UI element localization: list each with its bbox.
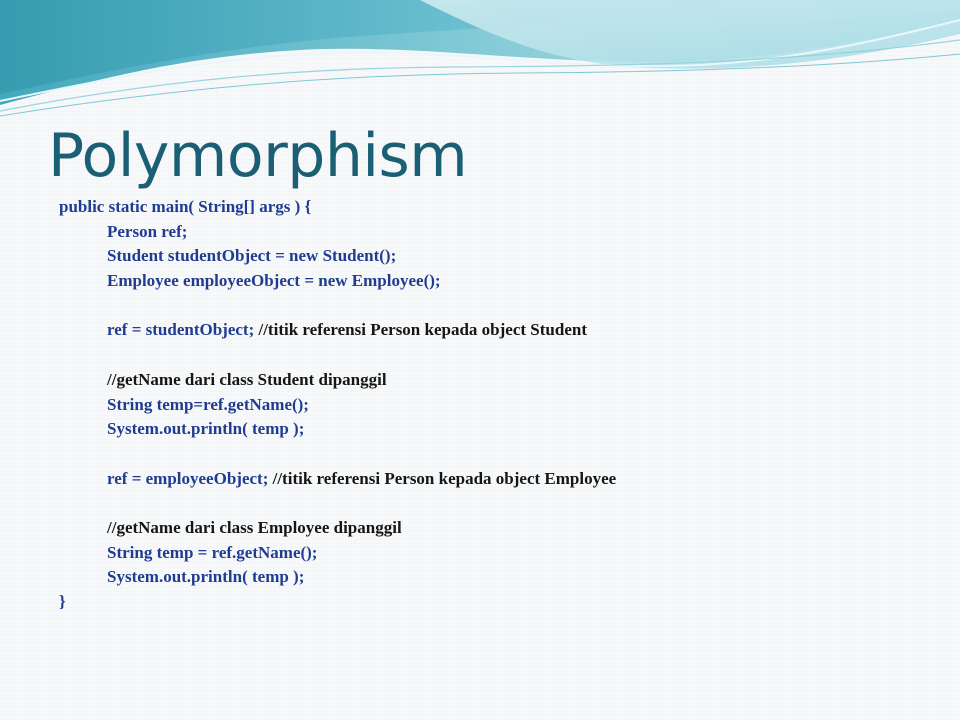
- code-block: [59, 195, 919, 615]
- code-line: [59, 541, 919, 566]
- code-line: [59, 467, 919, 492]
- code-text: System.out.println( temp );: [107, 567, 305, 587]
- code-line: [59, 318, 919, 343]
- code-text: Person ref;: [107, 221, 188, 241]
- slide-title: Polymorphism: [48, 121, 468, 191]
- header-wave-decoration: [0, 0, 960, 120]
- code-line: [59, 269, 919, 294]
- code-line: [59, 220, 919, 245]
- blank-line: [59, 343, 919, 368]
- code-text: ref = employeeObject;: [107, 468, 269, 488]
- blank-line: [59, 442, 919, 467]
- code-line: [59, 590, 919, 615]
- code-line: [59, 516, 919, 541]
- code-comment: //getName dari class Employee dipanggil: [107, 517, 402, 537]
- code-line: [59, 417, 919, 442]
- blank-line: [59, 491, 919, 516]
- code-line: [59, 565, 919, 590]
- blank-line: [59, 294, 919, 319]
- code-comment: //titik referensi Person kepada object Student: [254, 320, 587, 340]
- code-comment: //getName dari class Student dipanggil: [107, 369, 387, 389]
- code-text: }: [59, 592, 66, 611]
- code-line: [59, 368, 919, 393]
- code-line: [59, 393, 919, 418]
- code-text: String temp=ref.getName();: [107, 394, 309, 414]
- code-text: System.out.println( temp );: [107, 419, 305, 439]
- code-text: Student studentObject = new Student();: [107, 246, 397, 266]
- code-line: [59, 244, 919, 269]
- code-line: [59, 195, 919, 220]
- code-comment: //titik referensi Person kepada object Employee: [268, 468, 617, 488]
- code-text: ref = studentObject;: [107, 320, 255, 340]
- code-text: Employee employeeObject = new Employee();: [107, 271, 441, 291]
- code-text: public static main( String[] args ) {: [59, 197, 312, 216]
- code-text: String temp = ref.getName();: [107, 542, 318, 562]
